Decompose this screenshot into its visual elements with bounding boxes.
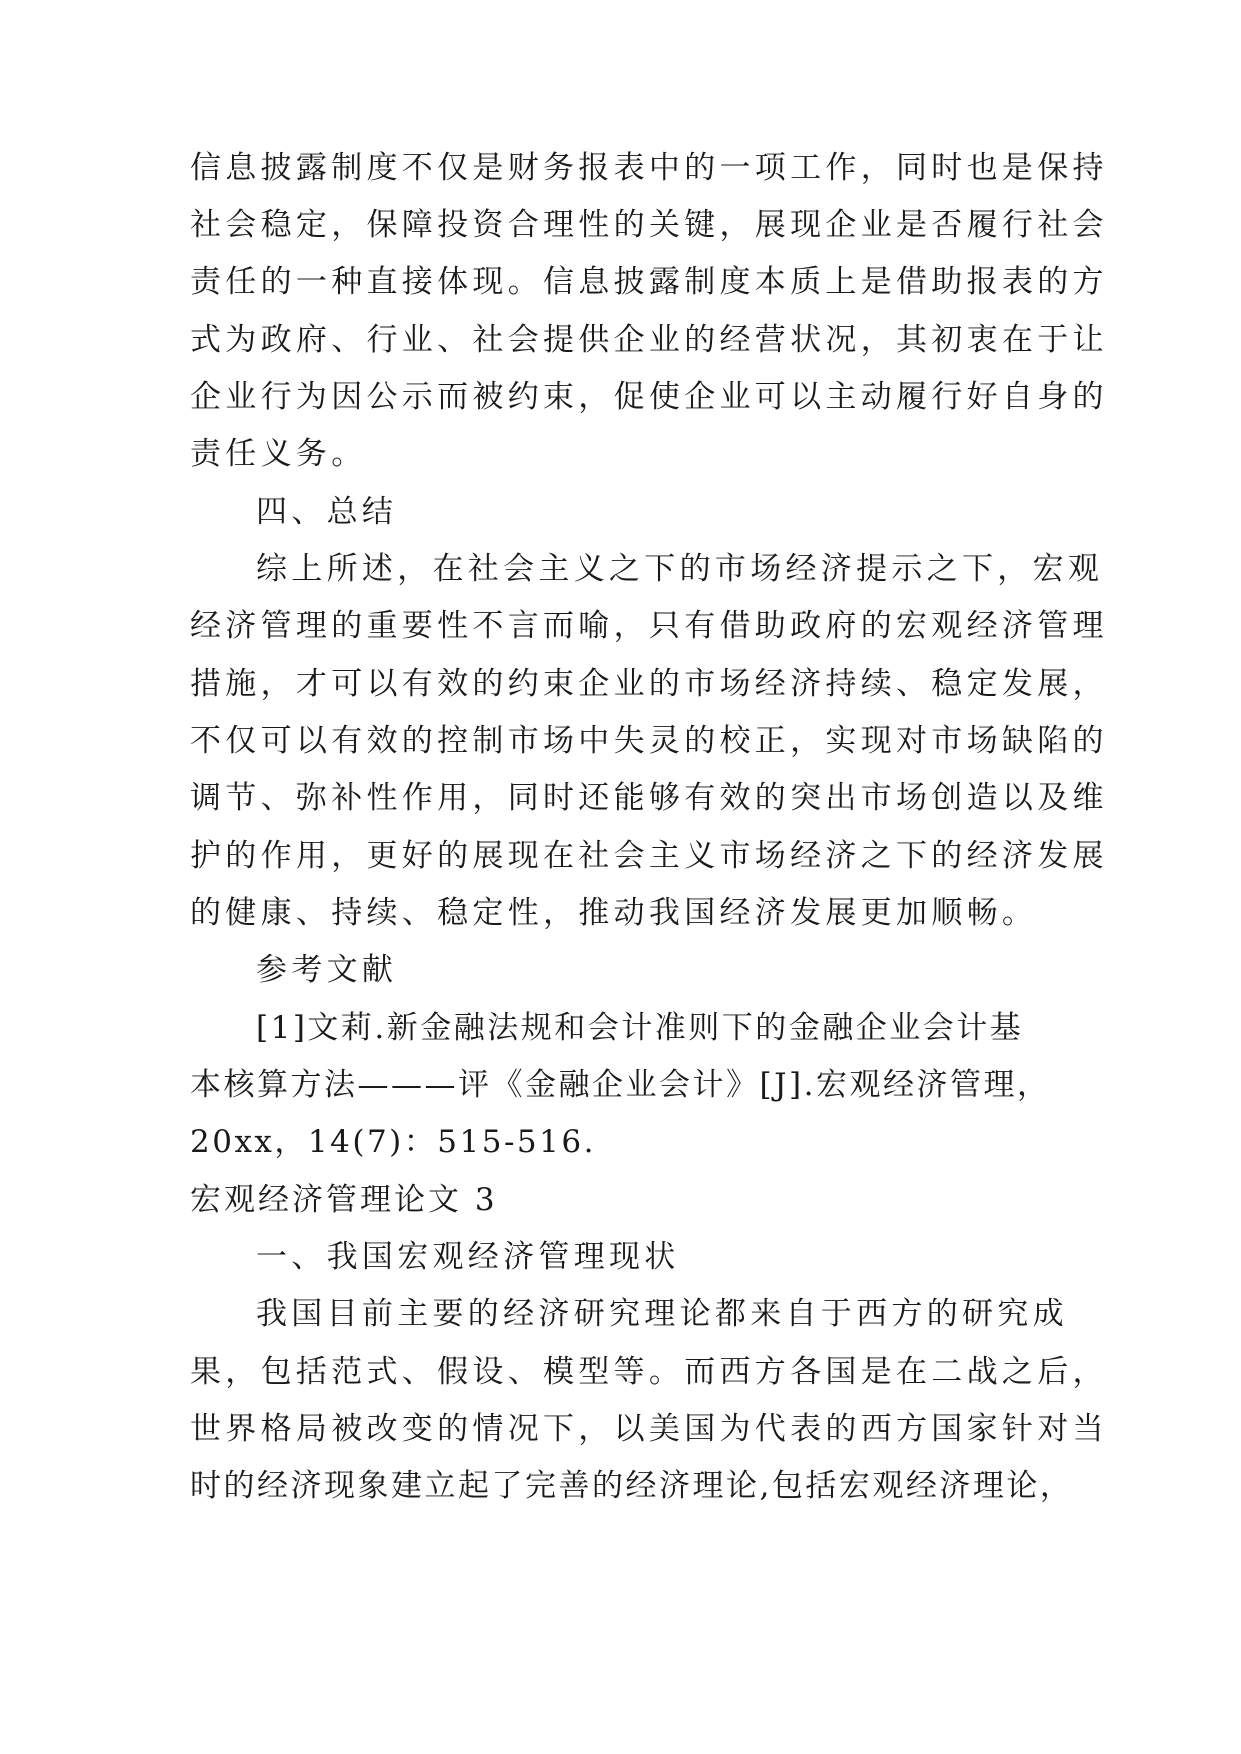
paragraph-line: 信息披露制度不仅是财务报表中的一项工作，同时也是保持 xyxy=(190,150,1108,186)
paragraph-line: 调节、弥补性作用，同时还能够有效的突出市场创造以及维 xyxy=(190,780,1108,816)
paragraph-line: 世界格局被改变的情况下，以美国为代表的西方国家针对当 xyxy=(190,1411,1108,1447)
paragraph-line: 措施，才可以有效的约束企业的市场经济持续、稳定发展， xyxy=(190,666,1108,702)
paragraph-line: 的健康、持续、稳定性，推动我国经济发展更加顺畅。 xyxy=(190,895,1038,931)
paragraph-line: 护的作用，更好的展现在社会主义市场经济之下的经济发展 xyxy=(190,838,1108,874)
section-heading: 四、总结 xyxy=(256,494,398,530)
section-heading: 一、我国宏观经济管理现状 xyxy=(256,1239,680,1275)
reference-line: 20xx，14(7)：515-516. xyxy=(190,1124,596,1160)
paragraph-line: 社会稳定，保障投资合理性的关键，展现企业是否履行社会 xyxy=(190,207,1108,243)
paragraph-line: 综上所述，在社会主义之下的市场经济提示之下，宏观 xyxy=(256,551,1104,587)
paragraph-line: 经济管理的重要性不言而喻，只有借助政府的宏观经济管理 xyxy=(190,608,1108,644)
paragraph-line: 式为政府、行业、社会提供企业的经营状况，其初衷在于让 xyxy=(190,322,1108,358)
paragraph-line: 我国目前主要的经济研究理论都来自于西方的研究成 xyxy=(256,1296,1068,1332)
paragraph-line: 企业行为因公示而被约束，促使企业可以主动履行好自身的 xyxy=(190,379,1108,415)
reference-line: 本核算方法———评《金融企业会计》[J].宏观经济管理， xyxy=(190,1067,1051,1103)
paragraph-line: 责任义务。 xyxy=(190,436,367,472)
paragraph-line: 不仅可以有效的控制市场中失灵的校正，实现对市场缺陷的 xyxy=(190,723,1108,759)
reference-line: [1]文莉.新金融法规和会计准则下的金融企业会计基 xyxy=(256,1010,1024,1046)
paper-title: 宏观经济管理论文 3 xyxy=(190,1182,498,1218)
paragraph-line: 时的经济现象建立起了完善的经济理论,包括宏观经济理论， xyxy=(190,1468,1074,1504)
paragraph-line: 果，包括范式、假设、模型等。而西方各国是在二战之后， xyxy=(190,1354,1108,1390)
references-heading: 参考文献 xyxy=(256,952,398,988)
paragraph-line: 责任的一种直接体现。信息披露制度本质上是借助报表的方 xyxy=(190,264,1108,300)
